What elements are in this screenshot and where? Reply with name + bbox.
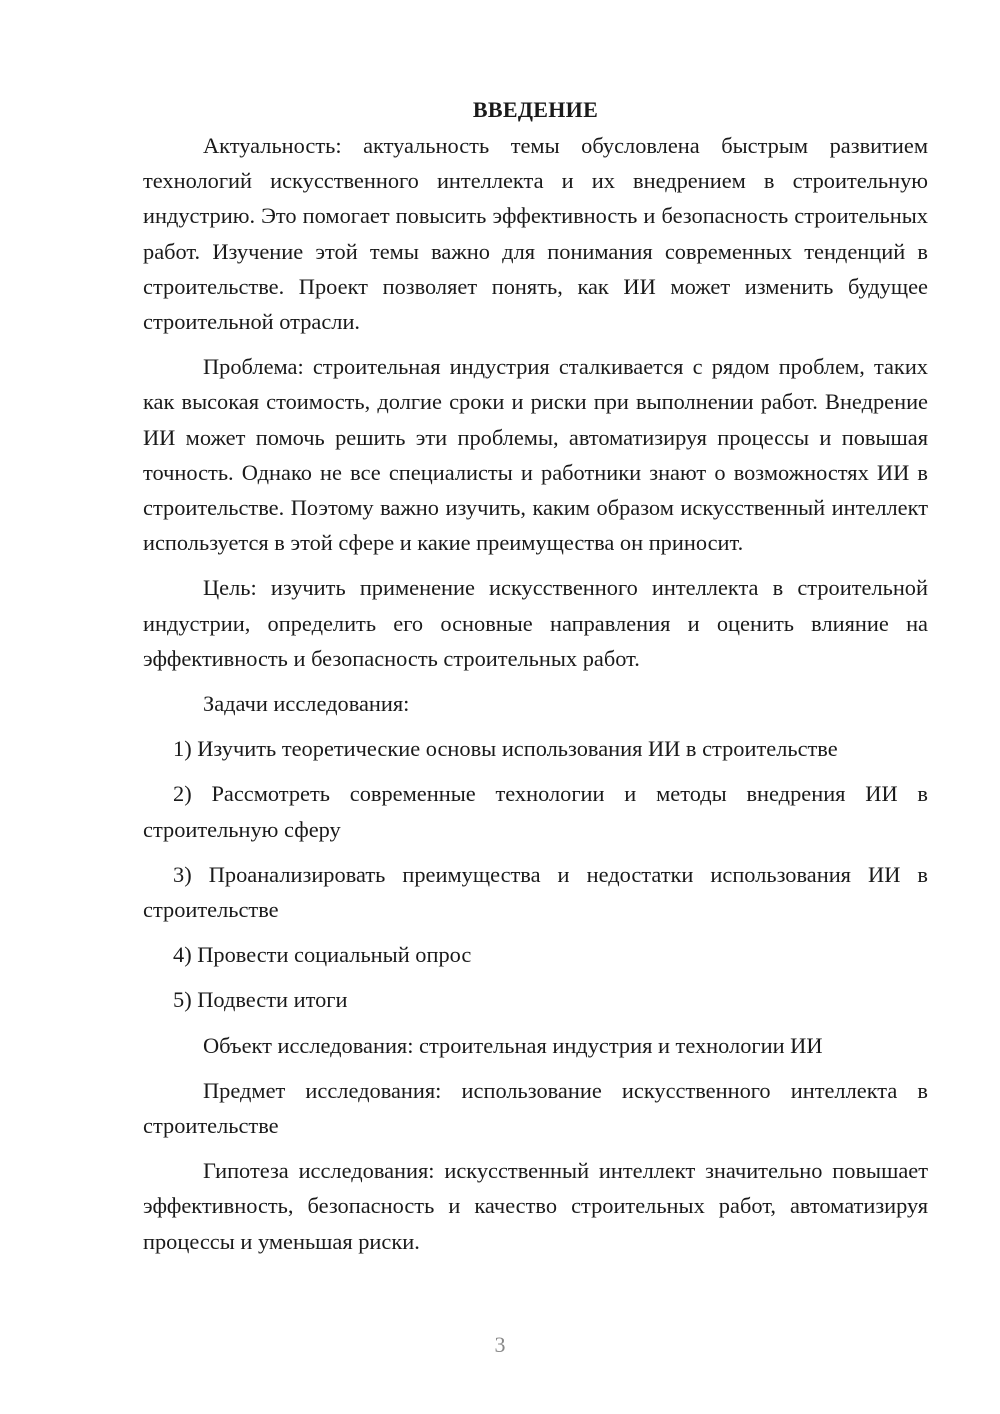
page-number: 3 [494,1332,506,1357]
task-item-3: 3) Проанализировать преимущества и недостатки использования ИИ в строительстве [143,861,928,923]
paragraph-goal: Цель: изучить применение искусственного интеллекта в строительной индустрии, определить его основные направления и оценить влияние на эффективность и безопасность строительных работ. [143,575,928,671]
paragraph-problem: Проблема: строительная индустрия сталкивается с рядом проблем, таких как высокая стоимость, долгие сроки и риски при выполнении работ. Внедрение ИИ может помочь решить эти проблемы, автоматизируя процессы и повышая точность. Однако не все специалисты и работники знают о возможностях ИИ в строительстве. Поэтому важно изучить, каким образом искусственный интеллект используется в этой сфере и какие преимущества он приносит. [143,354,928,556]
tasks-heading: Задачи исследования: [203,691,410,717]
paragraph-object: Объект исследования: строительная индустрия и технологии ИИ [203,1032,823,1058]
paragraph-subject: Предмет исследования: использование искусственного интеллекта в строительстве [143,1077,928,1139]
paragraph-hypothesis: Гипотеза исследования: искусственный интеллект значительно повышает эффективность, безопасность и качество строительных работ, автоматизируя процессы и уменьшая риски. [143,1158,928,1254]
paragraph-relevance: Актуальность: актуальность темы обусловлена быстрым развитием технологий искусственного интеллекта и их внедрением в строительную индустрию. Это помогает повысить эффективность и безопасность строительных работ. Изучение этой темы важно для понимания современных тенденций в строительстве. Проект позволяет понять, как ИИ может изменить будущее строительной отрасли. [143,133,928,335]
task-item-2: 2) Рассмотреть современные технологии и методы внедрения ИИ в строительную сферу [143,781,928,842]
task-item-4: 4) Провести социальный опрос [173,942,472,968]
task-item-1: 1) Изучить теоретические основы использования ИИ в строительстве [173,736,838,762]
document-page [143,92,928,1269]
task-item-5: 5) Подвести итоги [173,987,348,1013]
section-title: ВВЕДЕНИЕ [472,97,599,122]
